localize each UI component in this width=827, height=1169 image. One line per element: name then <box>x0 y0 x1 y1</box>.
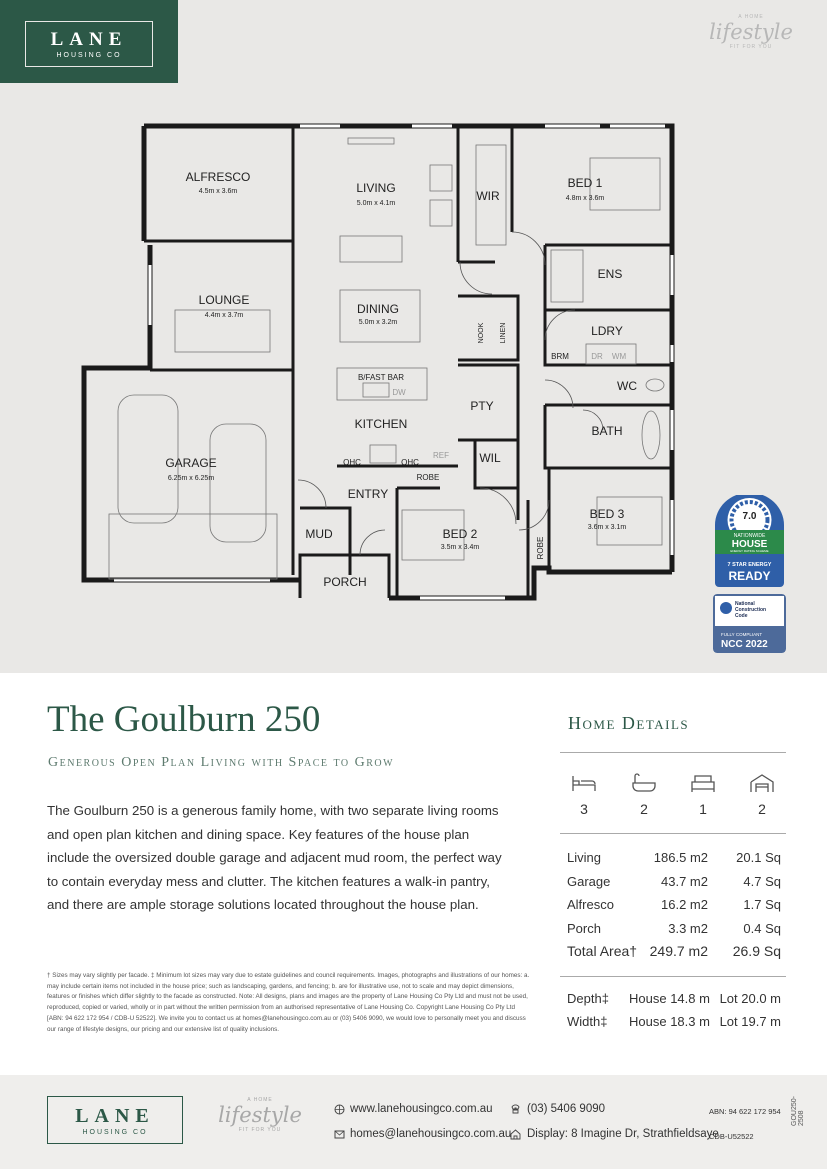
room-label: BED 2 <box>442 527 478 541</box>
area-m2: 16.2 m2 <box>661 897 708 912</box>
ncc-line5: NCC 2022 <box>721 639 768 650</box>
room-label: DR <box>591 352 603 361</box>
cooktop <box>370 445 396 463</box>
divider <box>560 752 786 753</box>
email-icon <box>334 1129 345 1140</box>
page-subtitle: Generous Open Plan Living with Space to Grow <box>48 755 395 770</box>
lifestyle-script-text: lifestyle <box>709 20 793 44</box>
room-label: WC <box>617 379 637 393</box>
footer-lane-logo[interactable] <box>47 1096 183 1144</box>
room-label: BATH <box>591 424 623 438</box>
divider <box>560 976 786 977</box>
ncc-line3: Code <box>735 613 748 619</box>
width-house: House 18.3 m <box>629 1014 710 1029</box>
room-label: B/FAST BAR <box>357 373 405 382</box>
living-count: 1 <box>699 801 707 817</box>
area-m2: 186.5 m2 <box>653 850 708 865</box>
ncc-line4: FULLY COMPLIANT <box>721 632 763 637</box>
footer-lifestyle-bottom: FIT FOR YOU <box>238 1127 282 1133</box>
depth-label: Depth‡ <box>567 991 609 1006</box>
room-label: PTY <box>470 399 494 413</box>
footer-lifestyle-logo <box>210 1097 310 1133</box>
room-label: KITCHEN <box>354 417 408 431</box>
door-swing <box>480 488 516 524</box>
area-name: Garage <box>567 874 611 889</box>
logo-sub-text: HOUSING CO <box>56 52 122 59</box>
room-label: MUD <box>305 527 333 541</box>
area-sq: 0.4 Sq <box>743 921 781 936</box>
energy-line5: READY <box>728 569 771 583</box>
door-swing <box>512 232 545 265</box>
room-label: NOOK <box>478 322 485 344</box>
room-label: DW <box>392 388 406 397</box>
ncc-logo-icon <box>720 602 732 614</box>
area-row <box>567 921 781 941</box>
room-label: BED 3 <box>589 507 625 521</box>
footer-lifestyle-script: lifestyle <box>218 1103 302 1127</box>
bathroom-count: 2 <box>640 801 648 817</box>
display-address: Display: 8 Imagine Dr, Strathfieldsaye <box>527 1128 719 1140</box>
document-code: GOU250-2508 <box>791 1096 805 1126</box>
room-size: 3.5m x 3.4m <box>440 544 480 551</box>
ncc-line1: National <box>735 601 755 607</box>
footer-lifestyle-top: A HOME <box>247 1097 273 1103</box>
lifestyle-top-text: A HOME <box>738 14 764 20</box>
area-m2: 3.3 m2 <box>668 921 708 936</box>
total-area-sq: 26.9 Sq <box>732 943 781 959</box>
energy-line1: NATIONWIDE <box>733 533 766 539</box>
area-sq: 20.1 Sq <box>736 850 781 865</box>
room-label: ENTRY <box>347 487 389 501</box>
exterior-wall-west <box>84 245 300 580</box>
area-row <box>567 874 781 894</box>
home-icon <box>510 1129 521 1140</box>
energy-line2: HOUSE <box>731 539 768 550</box>
door-swing <box>545 310 575 340</box>
wall-mud <box>300 508 350 575</box>
room-label: GARAGE <box>165 456 217 470</box>
armchair <box>430 165 452 191</box>
room-size: 6.25m x 6.25m <box>167 475 215 482</box>
logo-main-text: LANE <box>50 29 128 50</box>
wall-nook-linen <box>458 296 518 360</box>
room-label: LIVING <box>356 181 396 195</box>
tv-unit <box>348 138 394 144</box>
website-link[interactable]: www.lanehousingco.com.au <box>350 1103 493 1115</box>
room-label: WIR <box>476 189 500 203</box>
bedroom-count: 3 <box>580 801 588 817</box>
room-label: DINING <box>357 302 399 316</box>
door-swing <box>460 262 492 294</box>
car-right <box>210 424 266 542</box>
globe-icon <box>334 1104 345 1115</box>
depth-lot: Lot 20.0 m <box>719 991 781 1006</box>
room-label: ENS <box>597 267 623 281</box>
door-swing <box>298 480 326 508</box>
energy-rating-value: 7.0 <box>742 511 757 522</box>
room-label: LDRY <box>591 324 623 338</box>
area-name: Porch <box>567 921 601 936</box>
area-name: Alfresco <box>567 897 614 912</box>
room-label: WM <box>611 352 627 361</box>
dining-table <box>340 290 420 342</box>
footer-logo-main: LANE <box>75 1105 155 1127</box>
ncc-line2: Construction <box>735 607 767 613</box>
area-sq: 1.7 Sq <box>743 897 781 912</box>
area-sq: 4.7 Sq <box>743 874 781 889</box>
room-size: 4.8m x 3.6m <box>565 195 605 202</box>
page-title: The Goulburn 250 <box>47 699 321 740</box>
ensuite-shower <box>551 250 583 302</box>
area-m2: 43.7 m2 <box>661 874 708 889</box>
bathtub <box>642 411 660 459</box>
depth-house: House 14.8 m <box>629 991 710 1006</box>
room-label: ALFRESCO <box>185 170 251 184</box>
room-size: 5.0m x 3.2m <box>358 319 398 326</box>
phone-icon <box>510 1104 521 1115</box>
bed-icon <box>570 772 598 794</box>
wc-toilet <box>646 379 664 391</box>
width-label: Width‡ <box>567 1014 608 1029</box>
footer-logo-sub: HOUSING CO <box>82 1129 148 1136</box>
room-size: 3.6m x 3.1m <box>587 524 627 531</box>
area-name: Living <box>567 850 601 865</box>
email-link[interactable]: homes@lanehousingco.com.au <box>350 1128 512 1140</box>
room-label: LOUNGE <box>198 293 250 307</box>
living-sofa <box>340 236 402 262</box>
room-label: BED 1 <box>567 176 603 190</box>
room-size: 5.0m x 4.1m <box>356 200 396 207</box>
room-label: REF <box>433 451 449 460</box>
lifestyle-bottom-text: FIT FOR YOU <box>729 44 773 50</box>
area-row <box>567 850 781 870</box>
total-area-m2: 249.7 m2 <box>649 943 708 959</box>
room-label: WIL <box>479 451 501 465</box>
energy-line3: ENERGY RATING SCHEME <box>730 549 769 553</box>
garage-icon <box>748 772 776 794</box>
cdb-text: CDB-U52522 <box>709 1132 754 1141</box>
divider <box>560 833 786 834</box>
exterior-wall-south <box>389 568 672 598</box>
width-lot: Lot 19.7 m <box>719 1014 781 1029</box>
energy-line4: 7 STAR ENERGY <box>727 562 772 568</box>
room-label: ROBE <box>416 473 440 482</box>
phone-link[interactable]: (03) 5406 9090 <box>527 1103 606 1115</box>
total-area-name: Total Area† <box>567 943 638 959</box>
description: The Goulburn 250 is a generous family home, with two separate living rooms and open plan kitchen and dining space. Key features of the house plan include the oversized double garage and adjacent mud room, the perfect way to contain everyday mess and clutter. The kitchen features a walk-in pantry, and there are ample storage solutions located throughout the house plan. <box>47 803 502 913</box>
room-label: OHC <box>401 458 419 467</box>
room-label: LINEN <box>500 322 507 344</box>
room-size: 4.4m x 3.7m <box>204 312 244 319</box>
room-label: OHC <box>343 458 361 467</box>
room-label: ROBE <box>536 536 545 560</box>
bath-icon <box>630 772 658 794</box>
armchair <box>430 200 452 226</box>
abn-text: ABN: 94 622 172 954 <box>709 1107 781 1116</box>
bed3-bed <box>597 497 662 545</box>
room-label: PORCH <box>323 575 367 589</box>
home-details-title: Home Details <box>568 713 690 733</box>
energy-rating-badge <box>713 495 786 588</box>
garage-door-line <box>109 514 277 579</box>
door-swing <box>519 500 549 530</box>
disclaimer: † Sizes may vary slightly per facade. ‡ Minimum lot sizes may vary due to estate guidelines and council requirements. Images, photographs and illustrations of our homes: a. may include certain items not included in the house price; such as landscaping, gardens, and fencing; b. are for illustrative use, not to scale and may depict dimensions, features or finishes which differ slightly to the facade as constructed. Note: All designs, plans and images are the property of Lane Housing Co Pty Ltd and must not be used, reproduced, copied or varied, wholly or in part without the written permission from an authorised representative of Lane Housing Co. Copyright Lane Housing Co Pty Ltd [ABN: 94 622 172 954 / CDB-U 52522]. We invite you to contact us at homes@lanehousingco.com.au or (03) 5406 9090, we would love to personally meet you and discuss our range of lifestyle designs, our pricing and our extensive list of quality inclusions. <box>47 972 530 1033</box>
area-row <box>567 897 781 917</box>
total-area-row <box>567 943 781 963</box>
room-label: BRM <box>551 352 569 361</box>
room-size: 4.5m x 3.6m <box>198 188 238 195</box>
door-swing <box>360 530 385 555</box>
ncc-compliance-badge <box>713 594 786 653</box>
garage-count: 2 <box>758 801 766 817</box>
kitchen-sink <box>363 383 389 397</box>
sofa-icon <box>689 772 717 794</box>
